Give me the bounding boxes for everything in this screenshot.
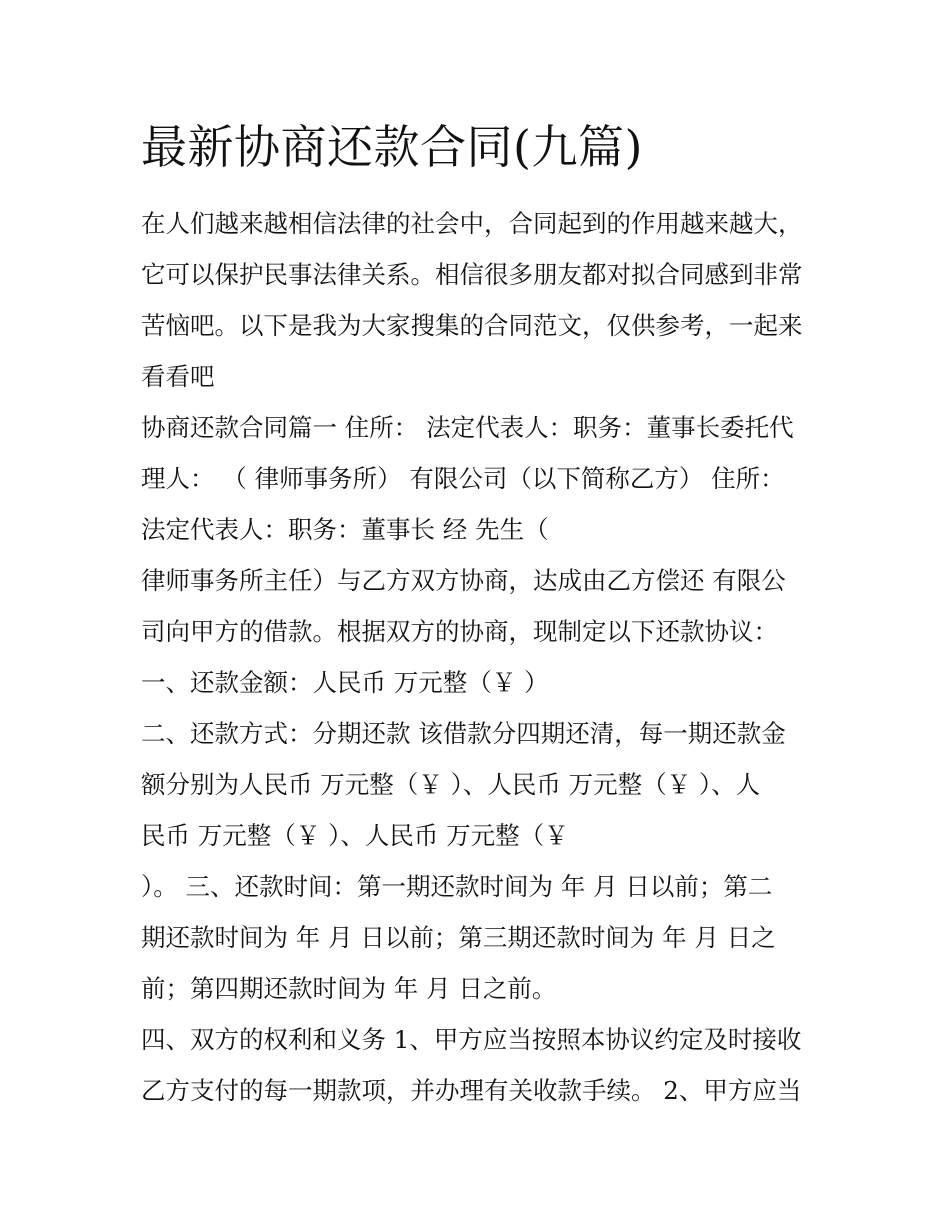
body-line: 律师事务所主任）与乙方双方协商，达成由乙方偿还 有限公: [141, 566, 786, 595]
document-body: [141, 198, 821, 1116]
body-line: 乙方支付的每一期款项，并办理有关收款手续。 2、甲方应当: [141, 1076, 802, 1105]
body-line: 民币 万元整（￥ ）、人民币 万元整（￥: [141, 821, 569, 850]
body-line: 苦恼吧。以下是我为大家搜集的合同范文，仅供参考，一起来: [141, 311, 803, 340]
body-line: 协商还款合同篇一 住所： 法定代表人：职务：董事长委托代: [141, 413, 794, 442]
body-line: 理人： （ 律师事务所） 有限公司（以下简称乙方） 住所：: [141, 464, 785, 493]
body-line: 二、还款方式：分期还款 该借款分四期还清，每一期还款金: [141, 719, 786, 748]
body-line: ）。 三、还款时间：第一期还款时间为 年 月 日以前；第二: [141, 872, 773, 901]
body-line: 期还款时间为 年 月 日以前；第三期还款时间为 年 月 日之: [141, 923, 776, 952]
document-title: 最新协商还款合同(九篇): [141, 120, 643, 174]
body-line: 前；第四期还款时间为 年 月 日之前。: [141, 974, 557, 1003]
body-line: 在人们越来越相信法律的社会中，合同起到的作用越来越大，: [141, 209, 803, 238]
body-line: 看看吧: [141, 362, 215, 391]
body-line: 额分别为人民币 万元整（￥ ）、人民币 万元整（￥ ）、人: [141, 770, 761, 799]
body-line: 法定代表人：职务：董事长 经 先生（: [141, 515, 549, 544]
body-line: 一、还款金额：人民币 万元整（￥ ）: [141, 668, 549, 697]
body-line: 司向甲方的借款。根据双方的协商，现制定以下还款协议：: [141, 617, 778, 646]
body-line: 它可以保护民事法律关系。相信很多朋友都对拟合同感到非常: [141, 260, 803, 289]
body-line: 四、双方的权利和义务 1、甲方应当按照本协议约定及时接收: [141, 1025, 802, 1054]
